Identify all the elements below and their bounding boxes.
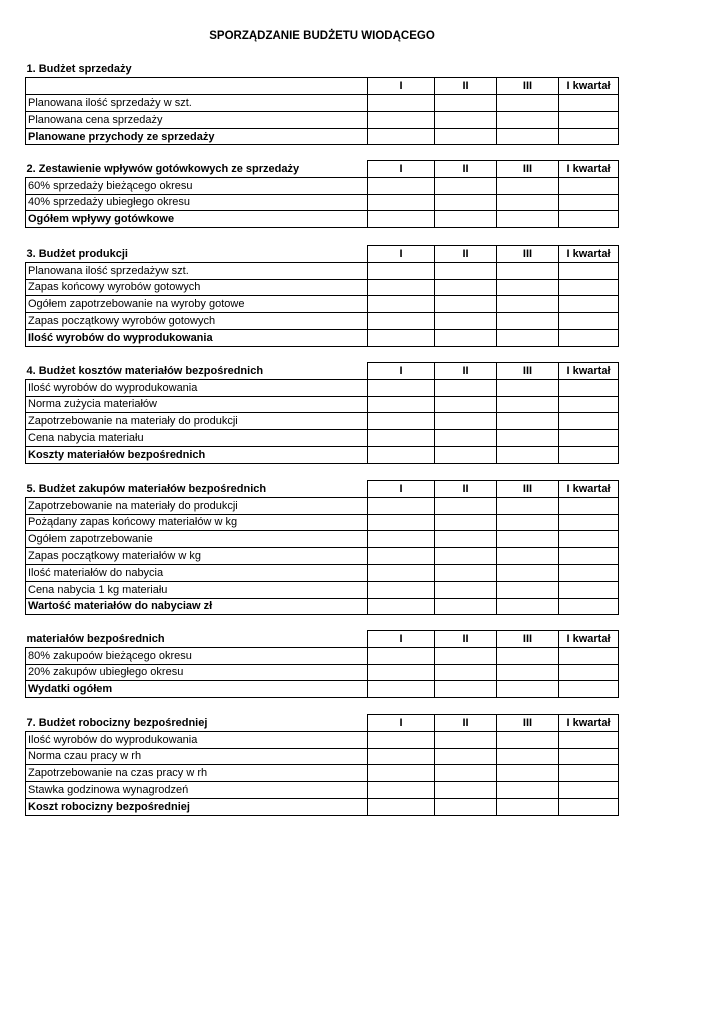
column-header: III bbox=[497, 363, 559, 380]
value-cell[interactable] bbox=[497, 111, 559, 128]
value-cell[interactable] bbox=[368, 95, 435, 112]
value-cell[interactable] bbox=[497, 396, 559, 413]
value-cell[interactable] bbox=[559, 664, 619, 681]
value-cell[interactable] bbox=[497, 95, 559, 112]
value-cell[interactable] bbox=[435, 598, 497, 615]
row-label: Zapotrzebowanie na materiały do produkcji bbox=[26, 497, 368, 514]
budget-table-6 bbox=[25, 630, 619, 698]
row-label: Norma zużycia materiałów bbox=[26, 396, 368, 413]
table-row bbox=[26, 497, 619, 514]
value-cell[interactable] bbox=[368, 128, 435, 145]
section-title: 1. Budżet sprzedaży bbox=[26, 63, 132, 76]
row-label: Zapas końcowy wyrobów gotowych bbox=[26, 279, 368, 296]
value-cell[interactable] bbox=[368, 798, 435, 815]
column-header: I kwartał bbox=[559, 78, 619, 95]
value-cell[interactable] bbox=[435, 647, 497, 664]
table-row bbox=[26, 765, 619, 782]
table-row bbox=[26, 748, 619, 765]
header-row bbox=[26, 631, 619, 648]
row-label: Zapotrzebowanie na czas pracy w rh bbox=[26, 765, 368, 782]
value-cell[interactable] bbox=[368, 194, 435, 211]
section-title: 7. Budżet robocizny bezpośredniej bbox=[26, 715, 368, 732]
column-header: I kwartał bbox=[559, 363, 619, 380]
header-row bbox=[26, 363, 619, 380]
row-label: Ilość materiałów do nabycia bbox=[26, 564, 368, 581]
column-header: III bbox=[497, 161, 559, 178]
column-header: I kwartał bbox=[559, 631, 619, 648]
table-row bbox=[26, 95, 619, 112]
value-cell[interactable] bbox=[435, 748, 497, 765]
row-label: Planowana cena sprzedaży bbox=[26, 111, 368, 128]
value-cell[interactable] bbox=[497, 681, 559, 698]
value-cell[interactable] bbox=[497, 329, 559, 346]
value-cell[interactable] bbox=[368, 329, 435, 346]
value-cell[interactable] bbox=[497, 279, 559, 296]
value-cell[interactable] bbox=[435, 177, 497, 194]
table-row bbox=[26, 279, 619, 296]
value-cell[interactable] bbox=[559, 782, 619, 799]
value-cell[interactable] bbox=[559, 413, 619, 430]
value-cell[interactable] bbox=[435, 782, 497, 799]
value-cell[interactable] bbox=[368, 396, 435, 413]
row-label: Stawka godzinowa wynagrodzeń bbox=[26, 782, 368, 799]
table-row bbox=[26, 647, 619, 664]
value-cell[interactable] bbox=[497, 564, 559, 581]
column-header: II bbox=[435, 78, 497, 95]
row-label: Planowane przychody ze sprzedaży bbox=[26, 128, 368, 145]
table-row bbox=[26, 128, 619, 145]
row-label: 40% sprzedaży ubiegłego okresu bbox=[26, 194, 368, 211]
value-cell[interactable] bbox=[559, 748, 619, 765]
column-header: I bbox=[368, 78, 435, 95]
value-cell[interactable] bbox=[497, 497, 559, 514]
value-cell[interactable] bbox=[435, 531, 497, 548]
value-cell[interactable] bbox=[497, 211, 559, 228]
value-cell[interactable] bbox=[497, 379, 559, 396]
value-cell[interactable] bbox=[559, 446, 619, 463]
column-header: I kwartał bbox=[559, 481, 619, 498]
row-label: Koszty materiałów bezpośrednich bbox=[26, 446, 368, 463]
value-cell[interactable] bbox=[368, 581, 435, 598]
table-row bbox=[26, 413, 619, 430]
row-label: Ogółem zapotrzebowanie na wyroby gotowe bbox=[26, 296, 368, 313]
value-cell[interactable] bbox=[559, 564, 619, 581]
value-cell[interactable] bbox=[559, 548, 619, 565]
value-cell[interactable] bbox=[435, 731, 497, 748]
table-row bbox=[26, 446, 619, 463]
value-cell[interactable] bbox=[559, 262, 619, 279]
table-row bbox=[26, 798, 619, 815]
column-header: I kwartał bbox=[559, 246, 619, 263]
value-cell[interactable] bbox=[497, 446, 559, 463]
value-cell[interactable] bbox=[559, 379, 619, 396]
table-row bbox=[26, 262, 619, 279]
budget-table-7 bbox=[25, 714, 619, 816]
row-label: Wartość materiałów do nabyciaw zł bbox=[26, 598, 368, 615]
row-label: 20% zakupów ubiegłego okresu bbox=[26, 664, 368, 681]
value-cell[interactable] bbox=[435, 313, 497, 330]
column-header: III bbox=[497, 481, 559, 498]
value-cell[interactable] bbox=[368, 177, 435, 194]
page-title: SPORZĄDZANIE BUDŻETU WIODĄCEGO bbox=[209, 30, 435, 42]
table-row bbox=[26, 664, 619, 681]
section-title: 3. Budżet produkcji bbox=[26, 246, 368, 263]
column-header: I bbox=[368, 161, 435, 178]
value-cell[interactable] bbox=[497, 128, 559, 145]
value-cell[interactable] bbox=[497, 296, 559, 313]
row-label: Zapas początkowy wyrobów gotowych bbox=[26, 313, 368, 330]
value-cell[interactable] bbox=[559, 313, 619, 330]
value-cell[interactable] bbox=[435, 581, 497, 598]
budget-table-3 bbox=[25, 245, 619, 347]
table-row bbox=[26, 564, 619, 581]
header-row bbox=[26, 161, 619, 178]
value-cell[interactable] bbox=[435, 396, 497, 413]
value-cell[interactable] bbox=[559, 177, 619, 194]
value-cell[interactable] bbox=[559, 111, 619, 128]
value-cell[interactable] bbox=[368, 379, 435, 396]
table-row bbox=[26, 111, 619, 128]
row-label: Zapotrzebowanie na materiały do produkcji bbox=[26, 413, 368, 430]
value-cell[interactable] bbox=[435, 564, 497, 581]
budget-table-5 bbox=[25, 480, 619, 615]
row-label: Ogółem zapotrzebowanie bbox=[26, 531, 368, 548]
row-label: Cena nabycia 1 kg materiału bbox=[26, 581, 368, 598]
row-label: Pożądany zapas końcowy materiałów w kg bbox=[26, 514, 368, 531]
value-cell[interactable] bbox=[368, 313, 435, 330]
header-row bbox=[26, 481, 619, 498]
value-cell[interactable] bbox=[368, 211, 435, 228]
table-row bbox=[26, 514, 619, 531]
value-cell[interactable] bbox=[368, 531, 435, 548]
value-cell[interactable] bbox=[559, 765, 619, 782]
row-label: Planowana ilość sprzedaży w szt. bbox=[26, 95, 368, 112]
value-cell[interactable] bbox=[368, 262, 435, 279]
row-label: Cena nabycia materiału bbox=[26, 430, 368, 447]
value-cell[interactable] bbox=[368, 765, 435, 782]
section-title: 4. Budżet kosztów materiałów bezpośrednich bbox=[26, 363, 368, 380]
value-cell[interactable] bbox=[497, 514, 559, 531]
value-cell[interactable] bbox=[435, 514, 497, 531]
value-cell[interactable] bbox=[559, 731, 619, 748]
value-cell[interactable] bbox=[368, 111, 435, 128]
column-header: I bbox=[368, 481, 435, 498]
row-label: Ogółem wpływy gotówkowe bbox=[26, 211, 368, 228]
value-cell[interactable] bbox=[435, 765, 497, 782]
table-row bbox=[26, 177, 619, 194]
value-cell[interactable] bbox=[435, 128, 497, 145]
table-row bbox=[26, 296, 619, 313]
row-label: Ilość wyrobów do wyprodukowania bbox=[26, 379, 368, 396]
value-cell[interactable] bbox=[559, 430, 619, 447]
value-cell[interactable] bbox=[559, 581, 619, 598]
value-cell[interactable] bbox=[368, 782, 435, 799]
value-cell[interactable] bbox=[559, 514, 619, 531]
row-label: Koszt robocizny bezpośredniej bbox=[26, 798, 368, 815]
value-cell[interactable] bbox=[497, 313, 559, 330]
value-cell[interactable] bbox=[559, 681, 619, 698]
value-cell[interactable] bbox=[559, 211, 619, 228]
value-cell[interactable] bbox=[435, 548, 497, 565]
value-cell[interactable] bbox=[497, 798, 559, 815]
row-label: 60% sprzedaży bieżącego okresu bbox=[26, 177, 368, 194]
value-cell[interactable] bbox=[559, 95, 619, 112]
value-cell[interactable] bbox=[497, 413, 559, 430]
value-cell[interactable] bbox=[368, 731, 435, 748]
value-cell[interactable] bbox=[435, 664, 497, 681]
table-row bbox=[26, 313, 619, 330]
value-cell[interactable] bbox=[435, 211, 497, 228]
value-cell[interactable] bbox=[559, 531, 619, 548]
column-header: I bbox=[368, 246, 435, 263]
value-cell[interactable] bbox=[368, 413, 435, 430]
value-cell[interactable] bbox=[368, 548, 435, 565]
value-cell[interactable] bbox=[435, 497, 497, 514]
row-label: Planowana ilość sprzedażyw szt. bbox=[26, 262, 368, 279]
table-row bbox=[26, 211, 619, 228]
value-cell[interactable] bbox=[559, 798, 619, 815]
column-header: III bbox=[497, 78, 559, 95]
value-cell[interactable] bbox=[435, 194, 497, 211]
table-row bbox=[26, 581, 619, 598]
value-cell[interactable] bbox=[368, 497, 435, 514]
value-cell[interactable] bbox=[368, 681, 435, 698]
value-cell[interactable] bbox=[368, 664, 435, 681]
section-title: 2. Zestawienie wpływów gotówkowych ze sprzedaży bbox=[26, 161, 368, 178]
budget-table-4 bbox=[25, 362, 619, 464]
table-row bbox=[26, 782, 619, 799]
value-cell[interactable] bbox=[368, 514, 435, 531]
column-header: II bbox=[435, 246, 497, 263]
value-cell[interactable] bbox=[559, 497, 619, 514]
value-cell[interactable] bbox=[368, 430, 435, 447]
value-cell[interactable] bbox=[559, 128, 619, 145]
budget-table-1 bbox=[25, 61, 619, 145]
value-cell[interactable] bbox=[435, 430, 497, 447]
column-header: II bbox=[435, 363, 497, 380]
column-header: I kwartał bbox=[559, 715, 619, 732]
section-title: 5. Budżet zakupów materiałów bezpośrednich bbox=[26, 481, 368, 498]
table-row bbox=[26, 329, 619, 346]
value-cell[interactable] bbox=[497, 731, 559, 748]
header-label-cell bbox=[26, 78, 368, 95]
value-cell[interactable] bbox=[435, 329, 497, 346]
table-row bbox=[26, 598, 619, 615]
value-cell[interactable] bbox=[559, 194, 619, 211]
value-cell[interactable] bbox=[368, 279, 435, 296]
value-cell[interactable] bbox=[435, 296, 497, 313]
value-cell[interactable] bbox=[497, 194, 559, 211]
row-label: Zapas początkowy materiałów w kg bbox=[26, 548, 368, 565]
value-cell[interactable] bbox=[368, 564, 435, 581]
value-cell[interactable] bbox=[435, 446, 497, 463]
column-header: I bbox=[368, 363, 435, 380]
value-cell[interactable] bbox=[497, 548, 559, 565]
column-header: I kwartał bbox=[559, 161, 619, 178]
row-label: 80% zakupoów bieżącego okresu bbox=[26, 647, 368, 664]
value-cell[interactable] bbox=[559, 647, 619, 664]
value-cell[interactable] bbox=[497, 765, 559, 782]
value-cell[interactable] bbox=[559, 329, 619, 346]
value-cell[interactable] bbox=[368, 296, 435, 313]
budget-table-2 bbox=[25, 160, 619, 228]
value-cell[interactable] bbox=[435, 413, 497, 430]
value-cell[interactable] bbox=[559, 598, 619, 615]
value-cell[interactable] bbox=[435, 798, 497, 815]
header-row bbox=[26, 246, 619, 263]
table-row bbox=[26, 731, 619, 748]
value-cell[interactable] bbox=[497, 782, 559, 799]
column-header: I bbox=[368, 631, 435, 648]
column-header: III bbox=[497, 631, 559, 648]
value-cell[interactable] bbox=[368, 748, 435, 765]
table-row bbox=[26, 531, 619, 548]
value-cell[interactable] bbox=[497, 430, 559, 447]
value-cell[interactable] bbox=[559, 296, 619, 313]
table-row bbox=[26, 379, 619, 396]
table-row bbox=[26, 681, 619, 698]
table-row bbox=[26, 194, 619, 211]
value-cell[interactable] bbox=[497, 748, 559, 765]
value-cell[interactable] bbox=[497, 647, 559, 664]
column-header: III bbox=[497, 715, 559, 732]
row-label: Ilość wyrobów do wyprodukowania bbox=[26, 731, 368, 748]
value-cell[interactable] bbox=[559, 396, 619, 413]
table-row bbox=[26, 430, 619, 447]
column-header: II bbox=[435, 715, 497, 732]
column-header: I bbox=[368, 715, 435, 732]
value-cell[interactable] bbox=[435, 95, 497, 112]
column-header: II bbox=[435, 631, 497, 648]
value-cell[interactable] bbox=[497, 262, 559, 279]
section-title: materiałów bezpośrednich bbox=[26, 631, 368, 648]
table-row bbox=[26, 396, 619, 413]
value-cell[interactable] bbox=[368, 598, 435, 615]
table-row bbox=[26, 548, 619, 565]
value-cell[interactable] bbox=[435, 262, 497, 279]
header-row bbox=[26, 715, 619, 732]
value-cell[interactable] bbox=[559, 279, 619, 296]
value-cell[interactable] bbox=[368, 446, 435, 463]
column-header: II bbox=[435, 161, 497, 178]
row-label: Wydatki ogółem bbox=[26, 681, 368, 698]
value-cell[interactable] bbox=[368, 647, 435, 664]
value-cell[interactable] bbox=[497, 177, 559, 194]
header-row bbox=[26, 78, 619, 95]
value-cell[interactable] bbox=[497, 664, 559, 681]
column-header: II bbox=[435, 481, 497, 498]
column-header: III bbox=[497, 246, 559, 263]
value-cell[interactable] bbox=[435, 681, 497, 698]
value-cell[interactable] bbox=[497, 531, 559, 548]
row-label: Ilość wyrobów do wyprodukowania bbox=[26, 329, 368, 346]
value-cell[interactable] bbox=[497, 598, 559, 615]
value-cell[interactable] bbox=[497, 581, 559, 598]
row-label: Norma czau pracy w rh bbox=[26, 748, 368, 765]
value-cell[interactable] bbox=[435, 379, 497, 396]
value-cell[interactable] bbox=[435, 279, 497, 296]
value-cell[interactable] bbox=[435, 111, 497, 128]
